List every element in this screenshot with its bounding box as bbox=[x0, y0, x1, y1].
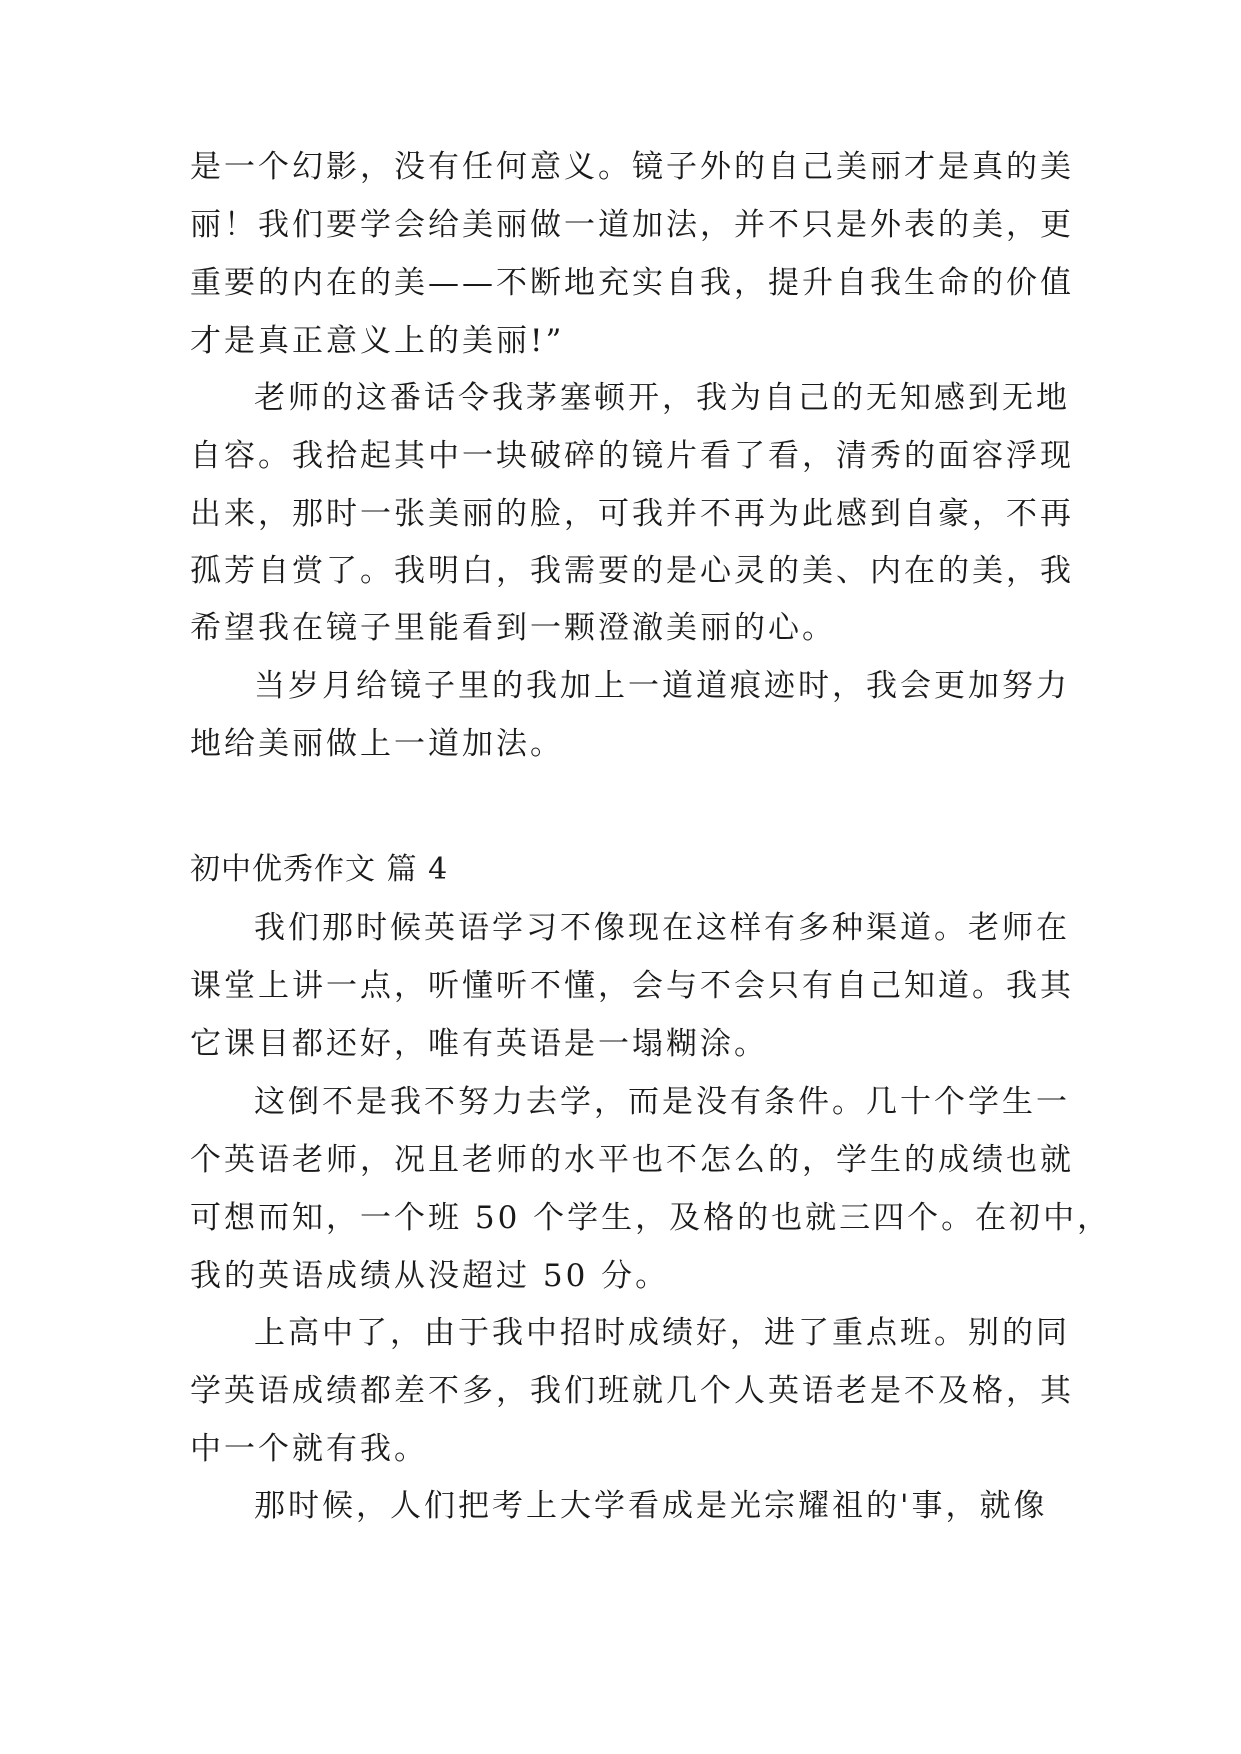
paragraph-line: 希望我在镜子里能看到一颗澄澈美丽的心。 bbox=[190, 610, 836, 646]
paragraph-first-line: 这倒不是我不努力去学，而是没有条件。几十个学生一 bbox=[254, 1084, 1070, 1120]
paragraph-first-line: 当岁月给镜子里的我加上一道道痕迹时，我会更加努力 bbox=[254, 668, 1070, 704]
paragraph-first-line: 那时候，人们把考上大学看成是光宗耀祖的'事，就像 bbox=[254, 1488, 1048, 1524]
paragraph-first-line: 我们那时候英语学习不像现在这样有多种渠道。老师在 bbox=[254, 910, 1070, 946]
paragraph-line: 出来，那时一张美丽的脸，可我并不再为此感到自豪，不再 bbox=[190, 496, 1074, 532]
paragraph-line: 可想而知，一个班 50 个学生，及格的也就三四个。在初中， bbox=[190, 1200, 1112, 1236]
paragraph-line: 中一个就有我。 bbox=[190, 1431, 428, 1467]
paragraph-line: 重要的内在的美——不断地充实自我，提升自我生命的价值 bbox=[190, 265, 1074, 301]
paragraph-first-line: 老师的这番话令我茅塞顿开，我为自己的无知感到无地 bbox=[254, 380, 1070, 416]
paragraph-line: 地给美丽做上一道加法。 bbox=[190, 726, 564, 762]
paragraph-line: 丽！我们要学会给美丽做一道加法，并不只是外表的美，更 bbox=[190, 207, 1074, 243]
paragraph-line: 才是真正意义上的美丽!” bbox=[190, 323, 565, 359]
section-heading: 初中优秀作文 篇 4 bbox=[190, 852, 449, 887]
paragraph-line: 自容。我拾起其中一块破碎的镜片看了看，清秀的面容浮现 bbox=[190, 438, 1074, 474]
paragraph-line: 学英语成绩都差不多，我们班就几个人英语老是不及格，其 bbox=[190, 1373, 1074, 1409]
paragraph-line: 课堂上讲一点，听懂听不懂，会与不会只有自己知道。我其 bbox=[190, 968, 1074, 1004]
paragraph-first-line: 上高中了，由于我中招时成绩好，进了重点班。别的同 bbox=[254, 1315, 1070, 1351]
paragraph-line: 是一个幻影，没有任何意义。镜子外的自己美丽才是真的美 bbox=[190, 149, 1074, 185]
paragraph-line: 我的英语成绩从没超过 50 分。 bbox=[190, 1258, 670, 1294]
paragraph-line: 孤芳自赏了。我明白，我需要的是心灵的美、内在的美，我 bbox=[190, 553, 1074, 589]
paragraph-line: 个英语老师，况且老师的水平也不怎么的，学生的成绩也就 bbox=[190, 1142, 1074, 1178]
paragraph-line: 它课目都还好，唯有英语是一塌糊涂。 bbox=[190, 1026, 768, 1062]
